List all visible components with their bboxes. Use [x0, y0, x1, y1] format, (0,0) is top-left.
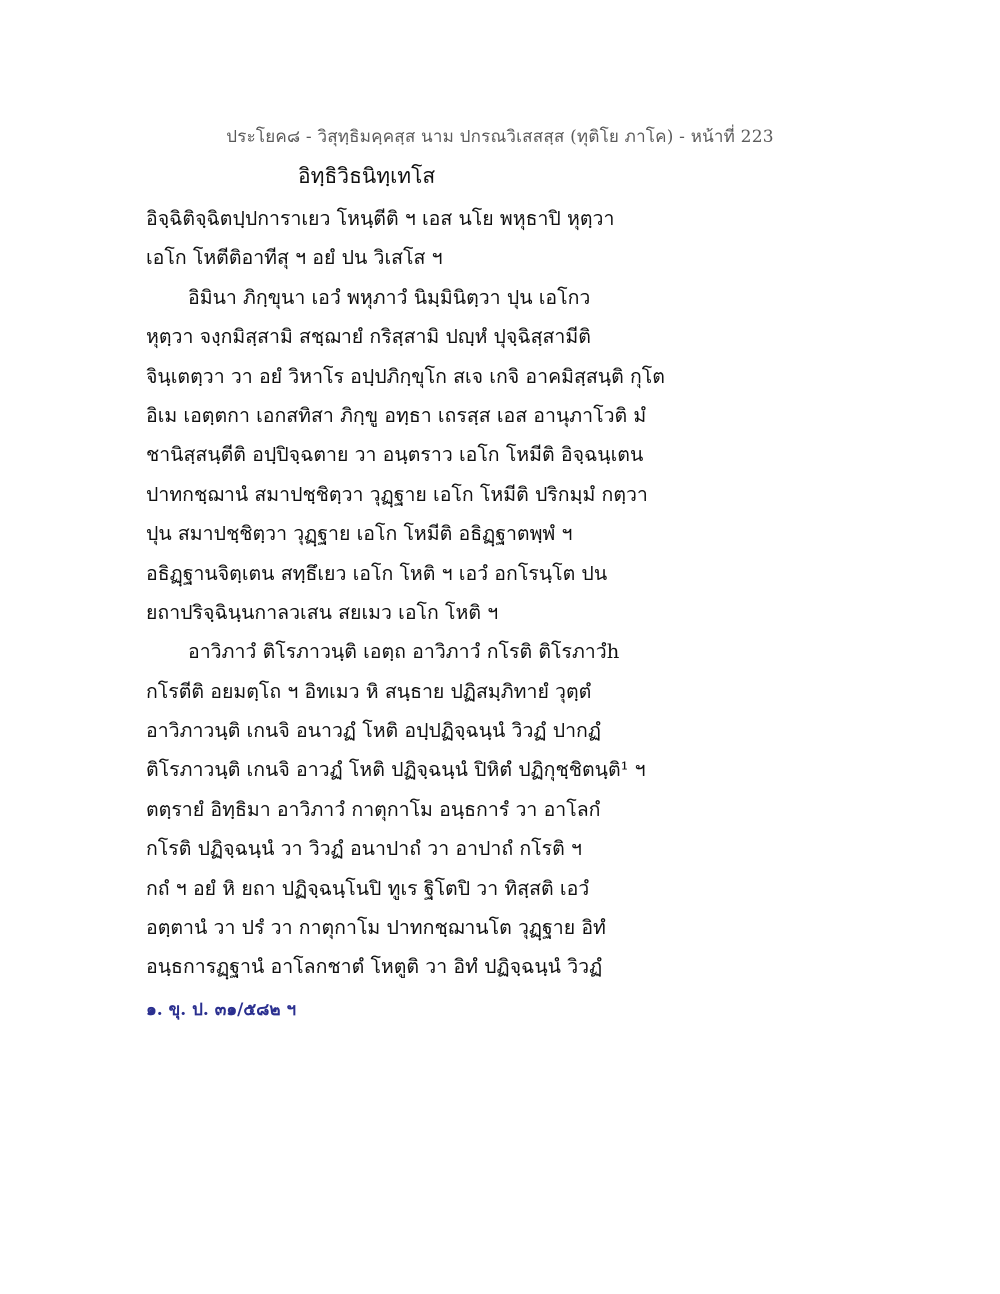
text-line: ติโรภาวนฺติ เกนจิ อาวฏํ โหติ ปฏิจฺฉนฺนํ ปิหิตํ ปฏิกุชฺชิตนฺติ¹ ฯ	[146, 758, 646, 782]
text-line: เอโก โหตีติอาทีสุ ฯ อยํ ปน วิเสโส ฯ	[146, 246, 443, 270]
text-line: อนฺธการฏฺฐานํ อาโลกชาตํ โหตูติ วา อิทํ ปฏิจฺฉนฺนํ วิวฏํ	[146, 955, 603, 979]
text-line: จินฺเตตฺวา วา อยํ วิหาโร อปฺปภิกฺขุโก สเจ เกจิ อาคมิสฺสนฺติ กุโต	[146, 364, 665, 388]
body-text	[146, 199, 706, 987]
text-line: หุตฺวา จงฺกมิสฺสามิ สชฺฌายํ กริสฺสามิ ปญฺหํ ปุจฺฉิสฺสามีติ	[146, 325, 591, 349]
text-line: อาวิภาวนฺติ เกนจิ อนาวฏํ โหติ อปฺปฏิจฺฉนฺนํ วิวฏํ ปากฏํ	[146, 719, 601, 743]
text-line: ยถาปริจฺฉินฺนกาลวเสน สยเมว เอโก โหติ ฯ	[146, 600, 499, 624]
text-line: ชานิสฺสนฺตีติ อปฺปิจฺฉตาย วา อนฺตราว เอโก โหมีติ อิจฺฉนฺเตน	[146, 443, 644, 467]
text-line: กโรติ ปฏิจฺฉนฺนํ วา วิวฏํ อนาปาถํ วา อาปาถํ กโรติ ฯ	[146, 837, 582, 861]
running-header: ประโยค๘ - วิสุทฺธิมคฺคสฺส นาม ปกรณวิเสสสฺส (ทุติโย ภาโค) - หน้าที่ 223	[226, 127, 774, 147]
text-line: ตตฺรายํ อิทฺธิมา อาวิภาวํ กาตุกาโม อนฺธการํ วา อาโลกํ	[146, 797, 601, 821]
text-line: อิเม เอตฺตกา เอกสทิสา ภิกฺขู อทฺธา เถรสฺส เอส อานุภาโวติ มํ	[146, 403, 647, 427]
text-line: ปาทกชฺฌานํ สมาปชฺชิตฺวา วุฏฺฐาย เอโก โหมีติ ปริกมฺมํ กตฺวา	[146, 482, 648, 506]
text-line: ปุน สมาปชฺชิตฺวา วุฏฺฐาย เอโก โหมีติ อธิฏฺฐาตพฺพํ ฯ	[146, 522, 573, 546]
text-line: อิมินา ภิกฺขุนา เอวํ พหุภาวํ นิมฺมินิตฺวา ปุน เอโกว	[188, 285, 591, 309]
footnote: ๑. ขุ. ป. ๓๑/๕๘๒ ฯ	[146, 1000, 296, 1020]
text-line: อธิฏฺฐานจิตฺเตน สทฺธึเยว เอโก โหติ ฯ เอวํ อกโรนฺโต ปน	[146, 561, 608, 585]
text-line: กถํ ฯ อยํ หิ ยถา ปฏิจฺฉนฺโนปิ ทูเร ฐิโตปิ วา ทิสฺสติ เอวํ	[146, 876, 590, 900]
text-line: อิจฺฉิติจฺฉิตปฺปการาเยว โหนฺตีติ ฯ เอส นโย พหุธาปิ หุตฺวา	[146, 207, 615, 230]
text-line: กโรตีติ อยมตฺโถ ฯ อิทเมว หิ สนฺธาย ปฏิสมฺภิทายํ วุตฺตํ	[146, 679, 592, 703]
text-line: อาวิภาวํ ติโรภาวนฺติ เอตฺถ อาวิภาวํ กโรติ ติโรภาวํh	[188, 640, 620, 664]
section-heading: อิทฺธิวิธนิทฺเทโส	[298, 164, 436, 188]
text-line: อตฺตานํ วา ปรํ วา กาตุกาโม ปาทกชฺฌานโต วุฏฺฐาย อิทํ	[146, 916, 606, 940]
